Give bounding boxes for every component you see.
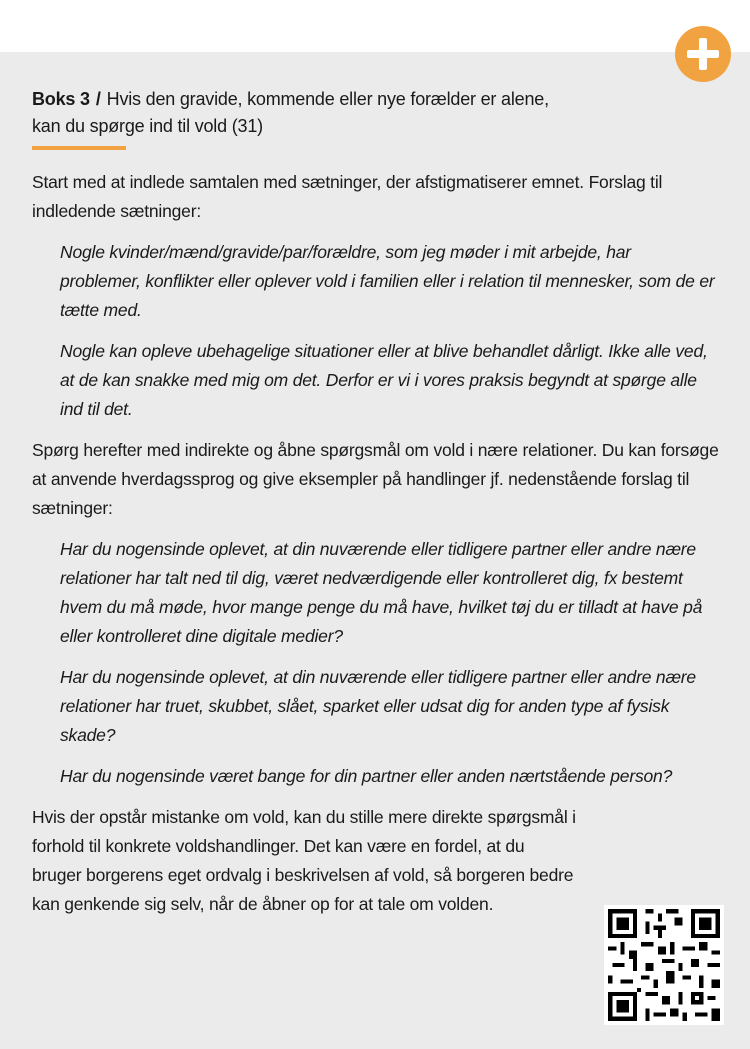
qr-code xyxy=(604,905,724,1025)
heading-underline xyxy=(32,146,126,150)
box-heading xyxy=(32,86,672,140)
box-label: Boks 3 xyxy=(32,89,90,109)
example-sentence: Nogle kvinder/mænd/gravide/par/forældre, som jeg møder i mit arbejde, har problemer, konflikter eller oplever vold i familien eller i relation til mennesker, som de er tætte med. xyxy=(60,242,715,320)
example-question: Har du nogensinde oplevet, at din nuværende eller tidligere partner eller andre nære relationer har talt ned til dig, været nedværdigende eller kontrolleret dig, fx bestemt hvem du må møde, hvor mange penge du må have, hvilket tøj du er tilladt at have på eller kontrolleret dine digitale medier? xyxy=(60,539,703,646)
box-separator: / xyxy=(95,89,101,109)
closing-paragraph: Hvis der opstår mistanke om vold, kan du stille mere direkte spørgsmål i forhold til konkrete voldshandlinger. Det kan være en fordel, at du bruger borgerens eget ordvalg i beskrivelsen af vold, så borgeren bedre kan genkende sig selv, når de åbner op for at tale om volden. xyxy=(32,807,576,914)
example-question: Har du nogensinde været bange for din partner eller anden nærtstående person? xyxy=(60,766,673,786)
intro-paragraph: Start med at indlede samtalen med sætninger, der afstigmatiserer emnet. Forslag til indledende sætninger: xyxy=(32,172,663,221)
example-question: Har du nogensinde oplevet, at din nuværende eller tidligere partner eller andre nære relationer har truet, skubbet, slået, sparket eller udsat dig for anden type af fysisk skade? xyxy=(60,667,696,745)
box-title-line2: kan du spørge ind til vold (31) xyxy=(32,116,263,136)
example-sentence: Nogle kan opleve ubehagelige situationer eller at blive behandlet dårligt. Ikke alle ved, at de kan snakke med mig om det. Derfor er vi i vores praksis begyndt at spørge alle ind til det. xyxy=(60,341,708,419)
plus-icon xyxy=(675,26,731,82)
body-paragraph: Spørg herefter med indirekte og åbne spørgsmål om vold i nære relationer. Du kan forsøge at anvende hverdagssprog og give eksempler på handlinger jf. nedenstående forslag til sætninger: xyxy=(32,440,719,518)
box-content xyxy=(32,168,722,931)
box-title-line1: Hvis den gravide, kommende eller nye forælder er alene, xyxy=(106,89,549,109)
